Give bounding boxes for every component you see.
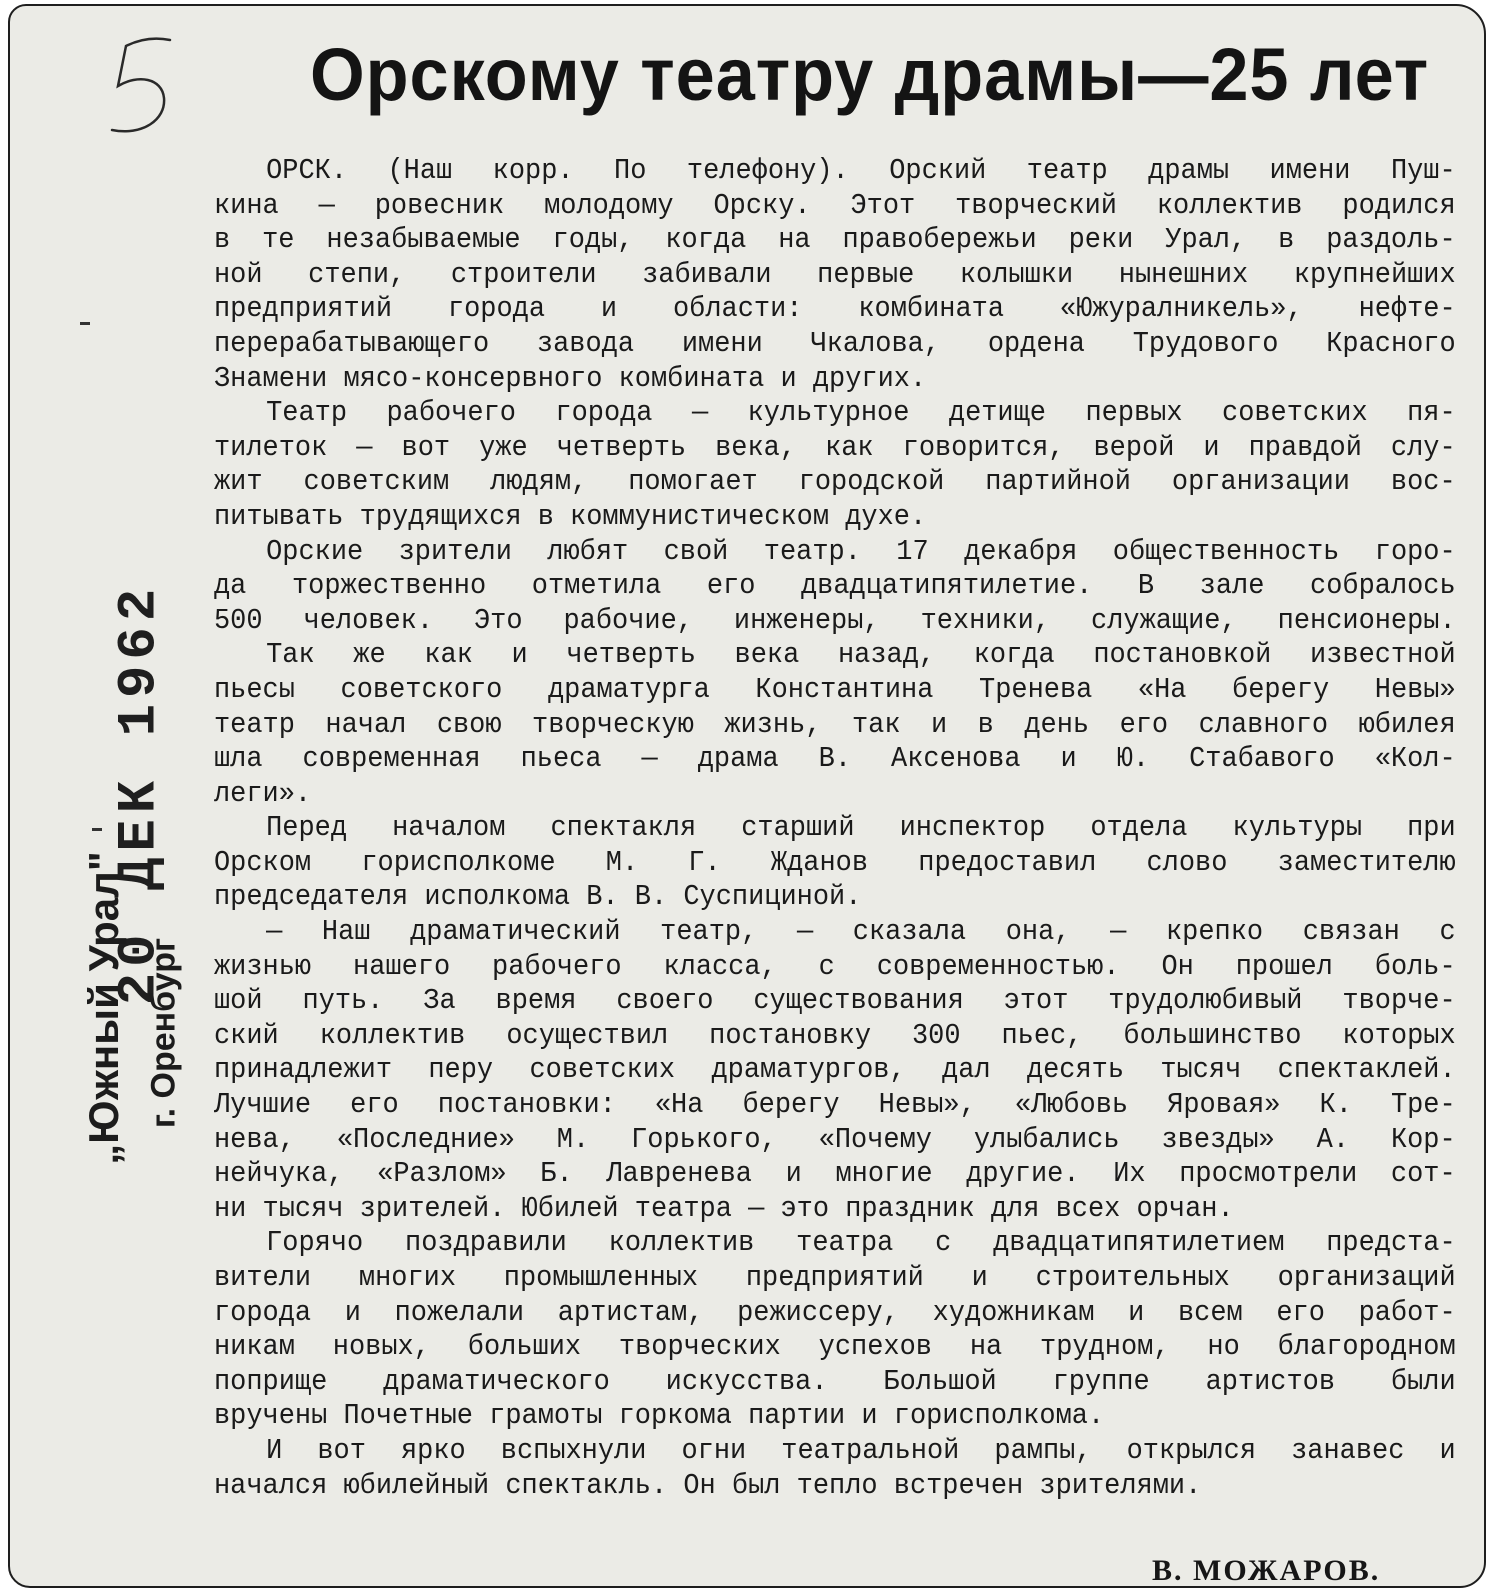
article-line: ОРСК. (Наш корр. По телефону). Орский театр драмы имени Пуш- [266,154,1456,187]
article-line: жизнью нашего рабочего класса, с современностью. Он прошел боль- [214,949,1456,983]
article-line: ной степи, строители забивали первые колышки нынешних крупнейших [214,257,1456,291]
article-line: города и пожелали артистам, режиссеру, художникам и всем его работ- [214,1295,1456,1329]
newspaper-clipping [8,4,1486,1588]
article-line: пьесы советского драматурга Константина Тренева «На берегу Невы» [214,672,1456,706]
article-line: Перед началом спектакля старший инспектор отдела культуры при [266,811,1456,845]
article-line: — Наш драматический театр, — сказала она, — крепко связан с [266,915,1456,949]
article-line: питывать трудящихся в коммунистическом духе. [214,499,927,533]
article-line: жит советским людям, помогает городской партийной организации вос- [214,465,1456,499]
handwritten-page-number [98,34,188,144]
article-line: нева, «Последние» М. Горького, «Почему улыбались звезды» А. Кор- [214,1122,1456,1156]
headline: Орскому театру драмы—25 лет [310,33,1430,116]
article-line: никам новых, больших творческих успехов на трудном, но благородном [214,1330,1456,1364]
stamp-city: г. Оренбург [144,937,183,1129]
archive-stamp [36,358,196,1218]
article-line: да торжественно отметила его двадцатипятилетие. В зале собралось [214,569,1456,603]
article-line: вручены Почетные грамоты горкома партии и горисполкома. [214,1399,1105,1433]
stamp-date: 20 ДЕК 1962 [109,582,171,1006]
margin-mark [80,322,90,325]
stamp-newspaper-name: „Южный Урал" [80,851,127,1165]
article-line: нейчука, «Разлом» Б. Лавренева и многие другие. Их просмотрели сот- [214,1157,1456,1191]
article-line: 500 человек. Это рабочие, инженеры, техники, служащие, пенсионеры. [214,603,1456,637]
article-line: театр начал свою творческую жизнь, так и в день его славного юбилея [214,707,1456,741]
article-line: председателя исполкома В. В. Суспициной. [214,880,862,914]
article-line: Так же как и четверть века назад, когда постановкой известной [266,638,1456,672]
margin-mark [92,828,102,831]
article-line: предприятий города и области: комбината «Южуралникель», нефте- [214,292,1456,326]
article-line: шой путь. За время своего существования этот трудолюбивый творче- [214,984,1456,1018]
article-line: перерабатывающего завода имени Чкалова, ордена Трудового Красного [214,326,1456,360]
article-line: Горячо поздравили коллектив театра с двадцатипятилетием предста- [266,1226,1456,1260]
article-line: ский коллектив осуществил постановку 300 пьес, большинство которых [214,1018,1456,1052]
article-line: шла современная пьеса — драма В. Аксенова и Ю. Стабавого «Кол- [214,742,1456,776]
article-line: кина — ровесник молодому Орску. Этот творческий коллектив родился [214,188,1456,222]
article-line: тилеток — вот уже четверть века, как говорится, верой и правдой слу- [214,430,1456,464]
article-line: Орские зрители любят свой театр. 17 декабря общественность горо- [266,534,1456,568]
article-line: Лучшие его постановки: «На берегу Невы», «Любовь Яровая» К. Тре- [214,1088,1456,1122]
article-line: Знамени мясо-консервного комбината и других. [214,361,927,395]
article-line: И вот ярко вспыхнули огни театральной рампы, открылся занавес и [266,1433,1456,1467]
article-line: Орском горисполкоме М. Г. Жданов предоставил слово заместителю [214,845,1456,879]
article-line: принадлежит перу советских драматургов, дал десять тысяч спектаклей. [214,1053,1456,1087]
article-line: ни тысяч зрителей. Юбилей театра — это праздник для всех орчан. [214,1191,1234,1225]
article-line: Театр рабочего города — культурное детище первых советских пя- [266,396,1456,430]
article-line: начался юбилейный спектакль. Он был тепло встречен зрителями. [214,1468,1202,1502]
author-signature: В. МОЖАРОВ. [1152,1554,1381,1587]
article-line: леги». [214,776,312,810]
article-line: вители многих промышленных предприятий и строительных организаций [214,1261,1456,1294]
article-line: в те незабываемые годы, когда на правобережьи реки Урал, в раздоль- [214,223,1456,257]
article-line: поприще драматического искусства. Большой группе артистов были [214,1364,1456,1398]
article-body [214,154,1456,1503]
